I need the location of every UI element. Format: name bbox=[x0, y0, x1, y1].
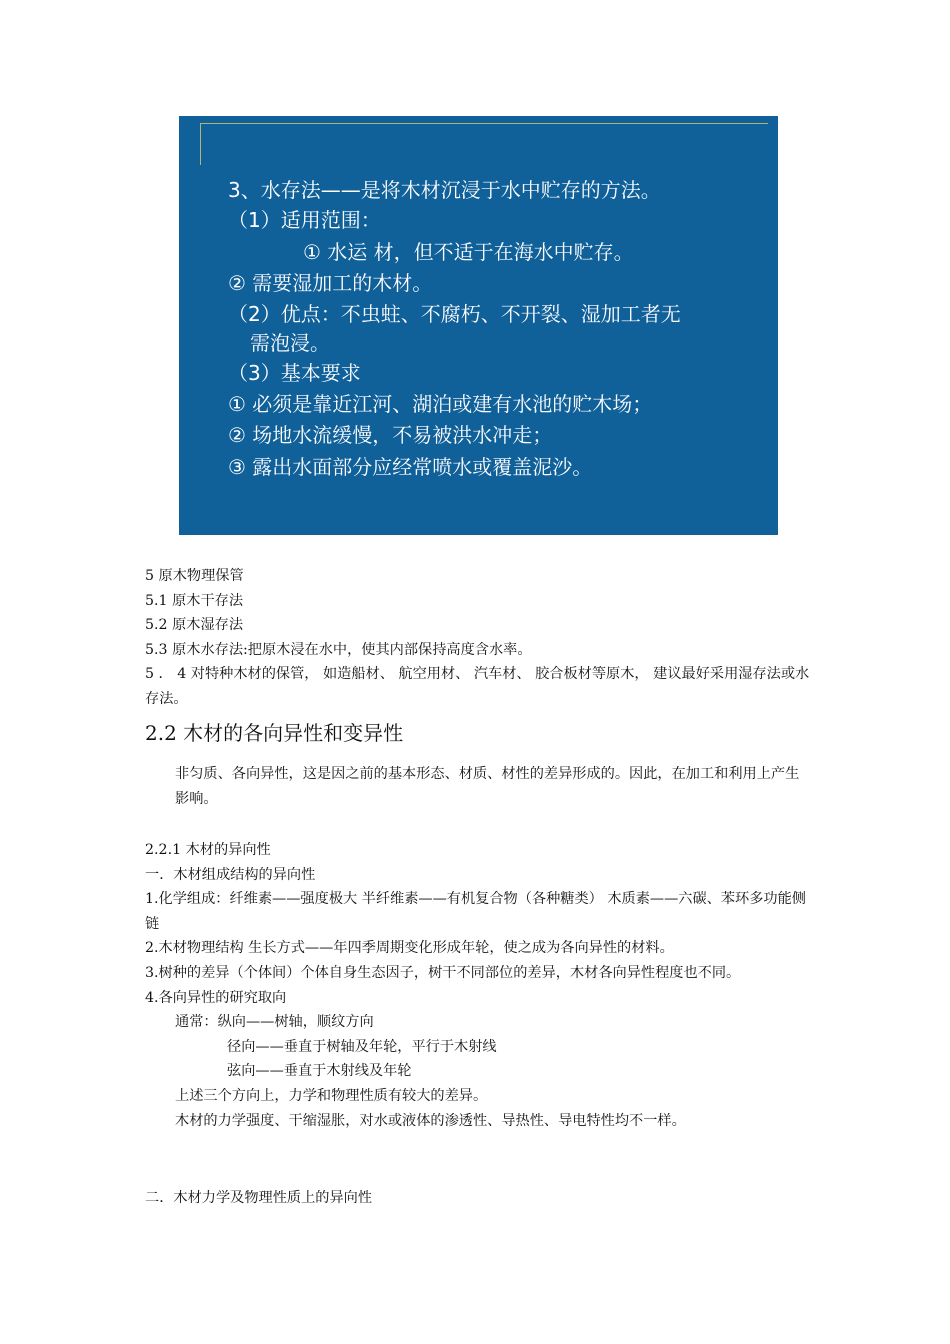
item-physical: 2.木材物理结构 生长方式——年四季周期变化形成年轮，使之成为各向异性的材料。 bbox=[145, 940, 674, 957]
slide-line-req-1: ① 必须是靠近江河、湖泊或建有水池的贮木场； bbox=[228, 391, 653, 416]
direction-longitudinal: 通常：纵向——树轴，顺纹方向 bbox=[175, 1014, 374, 1031]
slide-image bbox=[179, 116, 778, 535]
section5-block bbox=[145, 564, 811, 712]
slide-line-scope-1: ① 水运 材，但不适于在海水中贮存。 bbox=[303, 239, 634, 264]
slide-line-req-3: ③ 露出水面部分应经常喷水或覆盖泥沙。 bbox=[228, 454, 593, 479]
section-title: 2.2 木材的各向异性和变异性 bbox=[145, 721, 404, 745]
slide-left-rule bbox=[200, 123, 201, 165]
slide-line-scope-2: ② 需要湿加工的木材。 bbox=[228, 271, 433, 296]
slide-line-req-2: ② 场地水流缓慢，不易被洪水冲走； bbox=[228, 423, 553, 448]
section5-item: 5.1 原木干存法 bbox=[145, 592, 244, 609]
section-intro: 非匀质、各向异性，这是因之前的基本形态、材质、材性的差异形成的。因此，在加工和利用上产生影响。 bbox=[175, 766, 800, 807]
section5-heading: 5 原木物理保管 bbox=[145, 568, 244, 584]
slide-line-scope: （1）适用范围： bbox=[228, 208, 381, 233]
direction-radial: 径向——垂直于树轴及年轮，平行于木射线 bbox=[227, 1038, 497, 1055]
section5-item: 5.2 原木湿存法 bbox=[145, 617, 244, 634]
section5-item: 5 ． 4 对特种木材的保管， 如造船材、 航空用材、 汽车材、 胶合板材等原木， 建议最好采用湿存法或水存法。 bbox=[145, 666, 810, 707]
slide-line-advantages: （2）优点：不虫蛀、不腐朽、不开裂、湿加工者无 bbox=[228, 301, 681, 326]
item-species: 3.树种的差异（个体间）个体自身生态因子，树干不同部位的差异，木材各向异性程度也不同。 bbox=[145, 964, 741, 981]
slide-line-title: 3、水存法——是将木材沉浸于水中贮存的方法。 bbox=[228, 178, 661, 202]
item-chemical: 1.化学组成：纤维素——强度极大 半纤维素——有机复合物（各种糖类） 木质素——六碳、苯环多功能侧链 bbox=[145, 891, 806, 932]
slide-line-requirements: （3）基本要求 bbox=[228, 361, 361, 386]
slide-text-block bbox=[228, 176, 773, 482]
summary-line: 上述三个方向上，力学和物理性质有较大的差异。 bbox=[175, 1087, 488, 1104]
section-intro-block bbox=[145, 762, 811, 811]
direction-tangential: 弦向——垂直于木射线及年轮 bbox=[227, 1063, 412, 1080]
slide-top-rule bbox=[200, 123, 768, 124]
section5-item: 5.3 原木水存法:把原木浸在水中，使其内部保持高度含水率。 bbox=[145, 641, 532, 658]
subsection-heading: 2.2.1 木材的异向性 bbox=[145, 842, 271, 858]
part1-heading: 一．木材组成结构的异向性 bbox=[145, 866, 316, 883]
section-221-block bbox=[145, 838, 811, 1133]
slide-line-advantages-cont: 需泡浸。 bbox=[250, 331, 330, 356]
part2-block bbox=[145, 1186, 811, 1211]
part2-heading: 二．木材力学及物理性质上的异向性 bbox=[145, 1190, 373, 1206]
item-directions: 4.各向异性的研究取向 bbox=[145, 989, 287, 1006]
summary-line: 木材的力学强度、干缩湿胀，对水或液体的渗透性、导热性、导电特性均不一样。 bbox=[175, 1112, 686, 1129]
